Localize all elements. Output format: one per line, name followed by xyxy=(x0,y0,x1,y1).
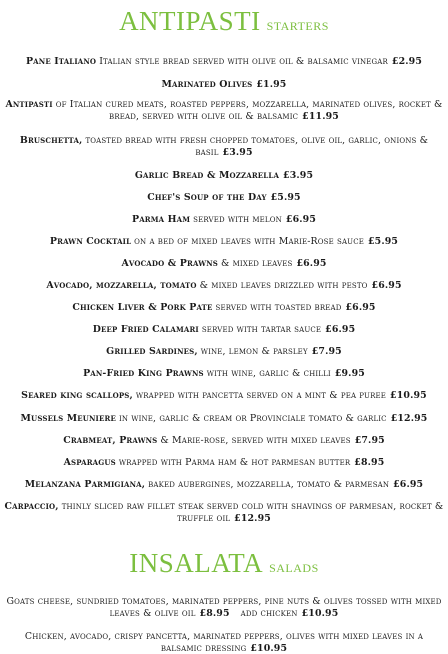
item-name: Chicken Liver & Pork Pate xyxy=(72,302,213,313)
menu-item xyxy=(4,346,444,358)
antipasti-subtitle: starters xyxy=(266,15,329,34)
item-name: Seared king scallops, xyxy=(21,390,133,401)
item-name: Garlic Bread & Mozzarella xyxy=(134,170,280,181)
item-price: £9.95 xyxy=(334,368,365,379)
item-price: £5.95 xyxy=(270,192,301,203)
item-description: on a bed of mixed leaves with Marie-Rose sauce xyxy=(134,236,364,247)
menu-item xyxy=(4,302,444,314)
item-name: Pane Italiano xyxy=(25,56,97,67)
item-price: £6.95 xyxy=(393,479,424,490)
item-price: £6.95 xyxy=(296,258,327,269)
item-price: £8.95 xyxy=(354,457,385,468)
item-name: Carpaccio, xyxy=(4,501,59,512)
item-price: £1.95 xyxy=(256,79,287,90)
menu-item xyxy=(4,390,444,402)
item-price: £3.95 xyxy=(283,170,314,181)
menu-item xyxy=(4,368,444,380)
item-price: £6.95 xyxy=(285,214,316,225)
item-name: Melanzana Parmigiana, xyxy=(24,479,146,490)
item-price: £11.95 xyxy=(302,110,339,122)
item-description: served with melon xyxy=(193,214,282,225)
item-description: Goats cheese, sundried tomatoes, marinated peppers, pine nuts & olives tossed with mixed leaves & olive oil xyxy=(6,596,442,619)
item-price: £10.95 xyxy=(390,390,427,401)
item-price: £7.95 xyxy=(354,435,385,446)
menu-item xyxy=(4,596,444,619)
menu-item xyxy=(4,413,444,425)
item-name: Avocado & Prawns xyxy=(121,258,218,269)
item-name: Bruschetta, xyxy=(19,135,83,146)
item-description: wrapped with Parma ham & hot parmesan butter xyxy=(118,457,351,468)
item-description: served with toasted bread xyxy=(215,302,342,313)
menu-item xyxy=(4,99,444,122)
item-description: thinly sliced raw fillet steak served cold with shavings of parmesan, rocket & truffle oil xyxy=(61,501,444,524)
item-description: served with tartar sauce xyxy=(201,324,322,335)
item-price: £2.95 xyxy=(391,56,423,67)
menu-item xyxy=(4,479,444,491)
item-name: Avocado, mozzarella, tomato xyxy=(46,280,197,291)
item-price: £6.95 xyxy=(345,302,376,313)
item-name: Pan-Fried King Prawns xyxy=(83,368,204,379)
item-name: Chef's Soup of the Day xyxy=(147,192,267,203)
insalata-subtitle: salads xyxy=(269,557,319,576)
item-price: £12.95 xyxy=(234,512,271,524)
menu-item xyxy=(4,631,444,654)
item-price: £6.95 xyxy=(325,324,356,335)
item-price: £3.95 xyxy=(222,146,253,158)
item-price: £7.95 xyxy=(311,346,342,357)
item-description: in wine, garlic & cream or Provinciale tomato & garlic xyxy=(118,413,387,424)
item-description: with wine, garlic & chilli xyxy=(206,368,331,379)
menu-item xyxy=(4,435,444,447)
item-name: Crabmeat, Prawns xyxy=(63,435,158,446)
menu-item xyxy=(4,135,444,158)
item-description: baked aubergines, mozzarella, tomato & parmesan xyxy=(148,479,390,490)
menu-item xyxy=(4,192,444,204)
item-description: & Marie-rose, served with mixed leaves xyxy=(160,435,351,446)
item-description: toasted bread with fresh chopped tomatoes, olive oil, garlic, onions & basil xyxy=(85,135,429,158)
menu-item xyxy=(4,501,444,524)
menu-item xyxy=(4,280,444,292)
item-price: £12.95 xyxy=(390,413,428,424)
antipasti-heading xyxy=(0,6,448,37)
menu-item xyxy=(4,214,444,226)
menu-item xyxy=(4,170,444,182)
item-extra: add chicken xyxy=(240,607,298,619)
insalata-heading xyxy=(0,548,448,579)
menu-item xyxy=(4,56,444,68)
item-description: & mixed leaves drizzled with pesto xyxy=(199,280,368,291)
item-price: £6.95 xyxy=(371,280,402,291)
item-description: & mixed leaves xyxy=(220,258,293,269)
insalata-title: INSALATA xyxy=(129,548,264,578)
antipasti-title: ANTIPASTI xyxy=(119,6,261,36)
item-price: £10.95 xyxy=(250,642,288,654)
menu-item xyxy=(4,457,444,469)
item-price: £8.95 xyxy=(199,607,230,619)
item-description: Italian style bread served with olive oil & balsamic vinegar xyxy=(99,56,388,67)
item-description: of Italian cured meats, roasted peppers, mozzarella, marinated olives, rocket & bread, served with olive oil & balsamic xyxy=(55,99,443,122)
item-description: wrapped with pancetta served on a mint & pea puree xyxy=(135,390,387,401)
menu-item xyxy=(4,258,444,270)
menu-item xyxy=(4,324,444,336)
menu-item xyxy=(4,236,444,248)
item-description: wine, lemon & parsley xyxy=(200,346,308,357)
item-name: Asparagus xyxy=(63,457,116,468)
item-name: Antipasti xyxy=(5,99,53,110)
item-price: £5.95 xyxy=(367,236,399,247)
item-extra-price: £10.95 xyxy=(301,607,339,619)
item-name: Grilled Sardines, xyxy=(106,346,198,357)
item-name: Marinated Olives xyxy=(161,79,253,90)
item-name: Parma Ham xyxy=(132,214,191,225)
item-name: Mussels Meuniere xyxy=(20,413,116,424)
item-name: Prawn Cocktail xyxy=(49,236,132,247)
menu-item xyxy=(4,79,444,91)
item-description: Chicken, avocado, crispy pancetta, marinated peppers, olives with mixed leaves in a balsamic dressing xyxy=(24,631,424,654)
item-name: Deep Fried Calamari xyxy=(92,324,199,335)
